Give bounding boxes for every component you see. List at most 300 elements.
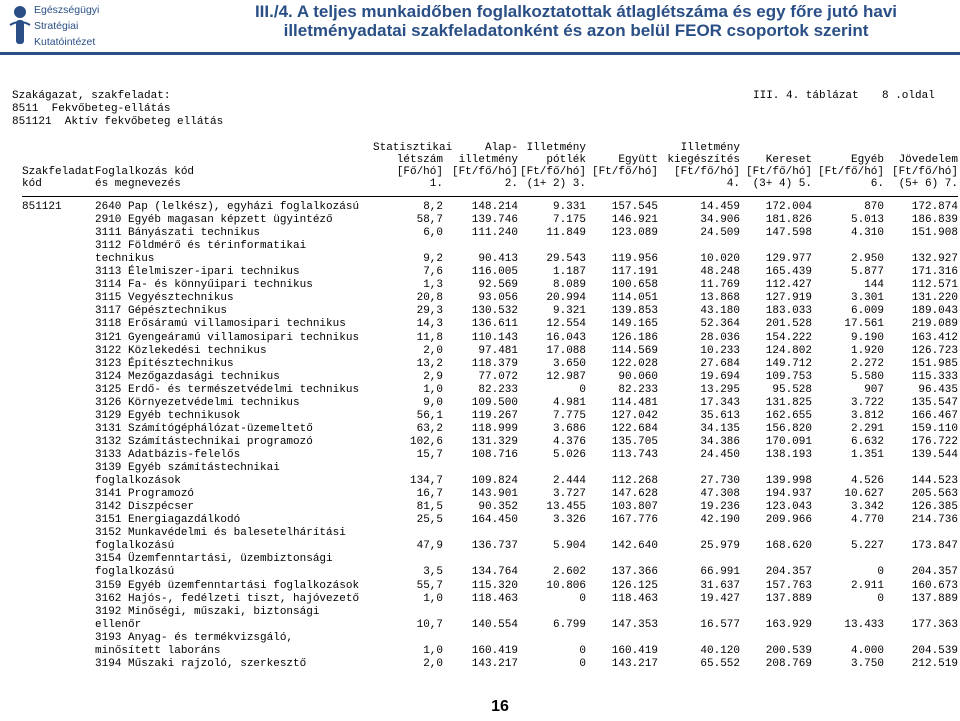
row-value-col8: 126.723 <box>911 344 958 357</box>
row-occupation: foglalkozások <box>95 475 181 488</box>
row-value-col2: 118.999 <box>471 422 518 435</box>
row-value-col1: 13,2 <box>416 357 443 370</box>
row-value-col4: 122.028 <box>611 357 658 370</box>
row-occupation: 3151 Energiagazdálkodó <box>95 514 241 527</box>
row-value-col7: 10.627 <box>844 488 884 501</box>
row-occupation: 3193 Anyag- és termékvizsgáló, <box>95 631 294 644</box>
row-value-col7: 6.632 <box>850 435 884 448</box>
row-value-col5: 19.694 <box>700 370 740 383</box>
row-value-col1: 102,6 <box>409 435 443 448</box>
row-value-col8: 204.539 <box>911 644 958 657</box>
page-title-band <box>192 0 960 52</box>
row-value-col8: 135.547 <box>911 396 958 409</box>
row-value-col2: 108.716 <box>471 449 518 461</box>
row-value-col3: 4.376 <box>552 435 586 448</box>
row-value-col6: 95.528 <box>772 383 812 396</box>
row-value-col3: 0 <box>579 383 586 396</box>
row-value-col7: 0 <box>877 592 884 605</box>
row-value-col1: 11,8 <box>416 331 443 344</box>
header-r4-name: és megnevezés <box>95 178 181 190</box>
row-value-col1: 9,2 <box>423 253 443 266</box>
row-occupation: 3162 Hajós-, fedélzeti tiszt, hajóvezető <box>95 592 360 605</box>
row-value-col6: 138.193 <box>765 449 812 461</box>
row-value-col3: 7.775 <box>552 409 586 422</box>
row-value-col8: 160.673 <box>911 579 958 592</box>
row-value-col7: 3.722 <box>850 396 884 409</box>
row-value-col1: 58,7 <box>416 214 443 227</box>
row-value-col5: 43.180 <box>700 305 740 318</box>
row-value-col5: 16.577 <box>700 618 740 631</box>
header-r2-c3: pótlék <box>546 154 586 166</box>
row-occupation: 3131 Számítógéphálózat-üzemeltető <box>95 422 313 435</box>
row-value-col1: 15,7 <box>416 449 443 461</box>
row-value-col4: 160.419 <box>611 644 658 657</box>
header-r3-c5: [Ft/fő/hó] <box>673 166 740 178</box>
row-value-col7: 3.750 <box>850 657 884 670</box>
row-value-col6: 124.802 <box>765 344 812 357</box>
row-value-col1: 7,6 <box>423 266 443 279</box>
row-value-col4: 126.186 <box>611 331 658 344</box>
row-value-col7: 870 <box>864 201 884 213</box>
row-value-col8: 137.889 <box>911 592 958 605</box>
row-value-col6: 209.966 <box>765 514 812 527</box>
header-r1-c5: Illetmény <box>680 142 740 154</box>
row-value-col4: 137.366 <box>611 566 658 579</box>
logo <box>0 0 192 52</box>
row-value-col6: 139.998 <box>765 475 812 488</box>
row-occupation: 3154 Üzemfenntartási, üzembiztonsági <box>95 553 333 566</box>
row-value-col1: 2,0 <box>423 657 443 670</box>
row-occupation: 3132 Számítástechnikai programozó <box>95 435 313 448</box>
header-r4-c5: 4. <box>726 178 740 190</box>
row-value-col3: 13.455 <box>546 501 586 514</box>
row-value-col4: 127.042 <box>611 409 658 422</box>
row-value-col4: 117.191 <box>611 266 658 279</box>
row-value-col8: 173.847 <box>911 540 958 553</box>
row-value-col5: 66.991 <box>700 566 740 579</box>
row-value-col2: 109.500 <box>471 396 518 409</box>
sector-label: Szakágazat, szakfeladat: <box>12 90 171 102</box>
header-r3-c8: [Ft/fő/hó] <box>891 166 958 178</box>
row-value-col7: 2.272 <box>850 357 884 370</box>
header-r3-c3: [Ft/fő/hó] <box>519 166 586 178</box>
row-value-col7: 5.580 <box>850 370 884 383</box>
row-value-col5: 42.190 <box>700 514 740 527</box>
header-r1-c1: Statisztikai <box>373 142 453 154</box>
row-value-col4: 119.956 <box>611 253 658 266</box>
row-value-col5: 13.868 <box>700 292 740 305</box>
row-value-col5: 27.684 <box>700 357 740 370</box>
header-r4-c8: (5+ 6) 7. <box>898 178 958 190</box>
row-value-col8: 144.523 <box>911 475 958 488</box>
row-occupation: 3125 Erdő- és természetvédelmi technikus <box>95 383 360 396</box>
row-value-col8: 212.519 <box>911 657 958 670</box>
row-value-col8: 151.908 <box>911 227 958 240</box>
header-r2-c5: kiegészítés <box>667 154 740 166</box>
row-value-col7: 1.920 <box>850 344 884 357</box>
row-value-col5: 31.637 <box>700 579 740 592</box>
row-value-col4: 100.658 <box>611 279 658 292</box>
row-value-col5: 24.450 <box>700 449 740 461</box>
header-r3-c2: [Ft/fő/hó] <box>451 166 518 178</box>
header-r2-c2: illetmény <box>458 154 518 166</box>
row-occupation: 3192 Minőségi, műszaki, biztonsági <box>95 605 320 618</box>
row-value-col7: 17.561 <box>844 318 884 331</box>
row-value-col3: 17.088 <box>546 344 586 357</box>
header-r3-c1: [Fő/hó] <box>396 166 443 178</box>
row-value-col6: 123.043 <box>765 501 812 514</box>
row-occupation: 3124 Mezőgazdasági technikus <box>95 370 280 383</box>
row-occupation: technikus <box>95 253 155 266</box>
row-occupation: 3126 Környezetvédelmi technikus <box>95 396 300 409</box>
header-r4-c7: 6. <box>870 178 884 190</box>
header-r3-code: Szakfeladat <box>22 166 95 178</box>
row-occupation: 3194 Műszaki rajzoló, szerkesztő <box>95 657 307 670</box>
row-code: 851121 <box>22 201 62 213</box>
row-value-col3: 20.994 <box>546 292 586 305</box>
row-value-col2: 90.413 <box>478 253 518 266</box>
row-value-col5: 14.459 <box>700 201 740 213</box>
row-occupation: 3117 Gépésztechnikus <box>95 305 228 318</box>
row-value-col7: 3.342 <box>850 501 884 514</box>
row-value-col8: 177.363 <box>911 618 958 631</box>
row-occupation: 3139 Egyéb számítástechnikai <box>95 462 280 474</box>
row-value-col7: 3.301 <box>850 292 884 305</box>
row-value-col4: 142.640 <box>611 540 658 553</box>
row-value-col6: 154.222 <box>765 331 812 344</box>
row-value-col3: 29.543 <box>546 253 586 266</box>
row-value-col6: 162.655 <box>765 409 812 422</box>
row-value-col8: 163.412 <box>911 331 958 344</box>
row-value-col8: 132.927 <box>911 253 958 266</box>
row-value-col7: 4.526 <box>850 475 884 488</box>
row-value-col6: 127.919 <box>765 292 812 305</box>
row-value-col1: 10,7 <box>416 618 443 631</box>
row-value-col8: 131.220 <box>911 292 958 305</box>
row-value-col4: 126.125 <box>611 579 658 592</box>
header-r3-c7: [Ft/fő/hó] <box>817 166 884 178</box>
row-value-col5: 34.386 <box>700 435 740 448</box>
row-value-col6: 129.977 <box>765 253 812 266</box>
row-value-col2: 136.611 <box>471 318 518 331</box>
row-occupation: 3115 Vegyésztechnikus <box>95 292 234 305</box>
header-r1-c2: Alap- <box>484 142 518 154</box>
row-value-col4: 114.481 <box>611 396 658 409</box>
row-value-col8: 205.563 <box>911 488 958 501</box>
row-value-col2: 140.554 <box>471 618 518 631</box>
row-value-col6: 147.598 <box>765 227 812 240</box>
row-value-col1: 16,7 <box>416 488 443 501</box>
header-r2-c6: Kereset <box>765 154 812 166</box>
header-r1-c3: Illetmény <box>526 142 586 154</box>
row-value-col7: 4.000 <box>850 644 884 657</box>
row-value-col5: 34.135 <box>700 422 740 435</box>
page-title-line1: III./4. A teljes munkaidőben foglalkoztatottak átlaglétszáma és egy főre jutó havi <box>254 2 898 21</box>
row-value-col2: 119.267 <box>471 409 518 422</box>
row-occupation: 2910 Egyéb magasan képzett ügyintéző <box>95 214 333 227</box>
row-value-col2: 118.463 <box>471 592 518 605</box>
row-value-col2: 77.072 <box>478 370 518 383</box>
row-value-col2: 131.329 <box>471 435 518 448</box>
row-value-col7: 4.310 <box>850 227 884 240</box>
row-value-col8: 214.736 <box>911 514 958 527</box>
row-value-col1: 8,2 <box>423 201 443 213</box>
header-divider <box>0 52 960 55</box>
row-value-col8: 189.043 <box>911 305 958 318</box>
row-value-col2: 160.419 <box>471 644 518 657</box>
row-value-col5: 28.036 <box>700 331 740 344</box>
row-value-col5: 10.020 <box>700 253 740 266</box>
row-occupation: 3152 Munkavédelmi és balesetelhárítási <box>95 527 346 540</box>
row-value-col7: 13.433 <box>844 618 884 631</box>
row-value-col1: 56,1 <box>416 409 443 422</box>
row-value-col1: 2,9 <box>423 370 443 383</box>
header-r3-c4: [Ft/fő/hó] <box>591 166 658 178</box>
row-value-col6: 149.712 <box>765 357 812 370</box>
row-value-col1: 29,3 <box>416 305 443 318</box>
row-value-col7: 2.291 <box>850 422 884 435</box>
row-value-col1: 81,5 <box>416 501 443 514</box>
row-value-col2: 109.824 <box>471 475 518 488</box>
header-r4-code: kód <box>22 178 42 190</box>
row-value-col6: 172.004 <box>765 201 812 213</box>
row-value-col6: 170.091 <box>765 435 812 448</box>
row-value-col5: 11.769 <box>700 279 740 292</box>
row-value-col6: 112.427 <box>765 279 812 292</box>
row-value-col4: 118.463 <box>611 592 658 605</box>
table-reference: III. 4. táblázat <box>753 90 859 102</box>
row-value-col2: 82.233 <box>478 383 518 396</box>
row-occupation: 3114 Fa- és könnyűipari technikus <box>95 279 313 292</box>
row-value-col8: 126.385 <box>911 501 958 514</box>
row-value-col5: 35.613 <box>700 409 740 422</box>
row-value-col7: 5.013 <box>850 214 884 227</box>
row-value-col6: 201.528 <box>765 318 812 331</box>
header-r4-c3: (1+ 2) 3. <box>526 178 586 190</box>
row-value-col4: 167.776 <box>611 514 658 527</box>
row-occupation: 3159 Egyéb üzemfenntartási foglalkozások <box>95 579 360 592</box>
row-value-col7: 2.950 <box>850 253 884 266</box>
header-r3-name: Foglalkozás kód <box>95 166 195 178</box>
row-occupation: 2640 Pap (lelkész), egyházi foglalkozású <box>95 201 360 213</box>
row-value-col2: 148.214 <box>471 201 518 213</box>
row-value-col3: 11.849 <box>546 227 586 240</box>
row-value-col3: 10.806 <box>546 579 586 592</box>
row-value-col2: 92.569 <box>478 279 518 292</box>
row-occupation: foglalkozású <box>95 540 175 553</box>
row-value-col1: 25,5 <box>416 514 443 527</box>
header-r4-c6: (3+ 4) 5. <box>752 178 812 190</box>
row-value-col4: 103.807 <box>611 501 658 514</box>
row-value-col6: 156.820 <box>765 422 812 435</box>
row-value-col3: 5.026 <box>552 449 586 461</box>
row-value-col3: 2.602 <box>552 566 586 579</box>
row-value-col2: 116.005 <box>471 266 518 279</box>
row-value-col3: 0 <box>579 592 586 605</box>
row-value-col2: 97.481 <box>478 344 518 357</box>
page-number: 16 <box>491 698 509 715</box>
row-value-col5: 40.120 <box>700 644 740 657</box>
logo-text-line3: Kutatóintézet <box>34 36 96 48</box>
row-value-col5: 25.979 <box>700 540 740 553</box>
row-value-col4: 113.743 <box>611 449 658 461</box>
row-value-col4: 139.853 <box>611 305 658 318</box>
row-value-col8: 112.571 <box>911 279 958 292</box>
row-value-col4: 122.684 <box>611 422 658 435</box>
row-value-col4: 157.545 <box>611 201 658 213</box>
row-value-col1: 1,0 <box>423 644 443 657</box>
row-value-col3: 0 <box>579 657 586 670</box>
row-value-col3: 12.554 <box>546 318 586 331</box>
row-value-col1: 1,3 <box>423 279 443 292</box>
row-value-col5: 19.236 <box>700 501 740 514</box>
page-reference: 8 .oldal <box>882 90 935 102</box>
row-value-col2: 130.532 <box>471 305 518 318</box>
row-value-col3: 6.799 <box>552 618 586 631</box>
row-occupation: 3142 Diszpécser <box>95 501 195 514</box>
row-value-col1: 47,9 <box>416 540 443 553</box>
row-value-col2: 110.143 <box>471 331 518 344</box>
row-value-col1: 63,2 <box>416 422 443 435</box>
page-title-line2: illetményadatai szakfeladatonként és azon belül FEOR csoportok szerint <box>283 21 869 40</box>
row-occupation: minősített laboráns <box>95 644 221 657</box>
row-value-col5: 17.343 <box>700 396 740 409</box>
row-value-col3: 1.187 <box>552 266 586 279</box>
row-value-col5: 48.248 <box>700 266 740 279</box>
row-value-col1: 14,3 <box>416 318 443 331</box>
row-value-col8: 151.985 <box>911 357 958 370</box>
row-value-col5: 52.364 <box>700 318 740 331</box>
row-value-col6: 131.825 <box>765 396 812 409</box>
row-value-col6: 181.826 <box>765 214 812 227</box>
row-value-col3: 8.089 <box>552 279 586 292</box>
row-value-col5: 27.730 <box>700 475 740 488</box>
row-value-col2: 118.379 <box>471 357 518 370</box>
row-value-col6: 168.620 <box>765 540 812 553</box>
row-value-col8: 166.467 <box>911 409 958 422</box>
row-value-col2: 143.217 <box>471 657 518 670</box>
row-value-col3: 7.175 <box>552 214 586 227</box>
row-value-col6: 194.937 <box>765 488 812 501</box>
row-value-col7: 4.770 <box>850 514 884 527</box>
row-value-col1: 1,0 <box>423 383 443 396</box>
row-value-col3: 9.331 <box>552 201 586 213</box>
row-value-col4: 147.628 <box>611 488 658 501</box>
row-value-col6: 165.439 <box>765 266 812 279</box>
row-value-col2: 90.352 <box>478 501 518 514</box>
row-value-col3: 0 <box>579 644 586 657</box>
row-value-col6: 137.889 <box>765 592 812 605</box>
logo-text-line1: Egészségügyi <box>34 4 100 16</box>
row-value-col8: 139.544 <box>911 449 958 461</box>
row-value-col4: 82.233 <box>618 383 658 396</box>
row-value-col2: 139.746 <box>471 214 518 227</box>
row-value-col1: 134,7 <box>409 475 443 488</box>
sector-name: 8511 Fekvőbeteg-ellátás <box>12 103 171 115</box>
row-value-col5: 24.509 <box>700 227 740 240</box>
header-r2-c1: létszám <box>396 154 443 166</box>
row-value-col6: 208.769 <box>765 657 812 670</box>
row-value-col3: 2.444 <box>552 475 586 488</box>
row-value-col3: 9.321 <box>552 305 586 318</box>
row-value-col6: 204.357 <box>765 566 812 579</box>
row-occupation: 3121 Gyengeáramú villamosipari technikus <box>95 331 360 344</box>
row-value-col4: 114.569 <box>611 344 658 357</box>
row-occupation: 3112 Földmérő és térinformatikai <box>95 240 307 253</box>
row-occupation: 3123 Építésztechnikus <box>95 357 234 370</box>
row-value-col8: 172.874 <box>911 201 958 213</box>
task-name: 851121 Aktív fekvőbeteg ellátás <box>12 116 224 128</box>
row-occupation: foglalkozású <box>95 566 175 579</box>
row-value-col4: 135.705 <box>611 435 658 448</box>
row-value-col8: 96.435 <box>918 383 958 396</box>
row-value-col1: 20,8 <box>416 292 443 305</box>
row-value-col7: 907 <box>864 383 884 396</box>
row-value-col1: 2,0 <box>423 344 443 357</box>
row-value-col1: 6,0 <box>423 227 443 240</box>
row-value-col7: 144 <box>864 279 884 292</box>
row-value-col2: 164.450 <box>471 514 518 527</box>
row-value-col4: 146.921 <box>611 214 658 227</box>
header-r2-c8: Jövedelem <box>898 154 958 166</box>
row-value-col8: 219.089 <box>911 318 958 331</box>
row-value-col4: 149.165 <box>611 318 658 331</box>
row-occupation: ellenőr <box>95 618 142 631</box>
row-value-col5: 10.233 <box>700 344 740 357</box>
row-value-col5: 19.427 <box>700 592 740 605</box>
logo-text-line2: Stratégiai <box>34 20 79 32</box>
header-r4-c2: 2. <box>504 178 518 190</box>
row-value-col3: 3.686 <box>552 422 586 435</box>
row-value-col4: 147.353 <box>611 618 658 631</box>
row-value-col8: 171.316 <box>911 266 958 279</box>
row-value-col6: 183.033 <box>765 305 812 318</box>
row-value-col7: 1.351 <box>850 449 884 461</box>
row-value-col8: 204.357 <box>911 566 958 579</box>
row-value-col5: 47.308 <box>700 488 740 501</box>
row-value-col5: 65.552 <box>700 657 740 670</box>
row-value-col8: 115.333 <box>911 370 958 383</box>
row-value-col2: 134.764 <box>471 566 518 579</box>
row-value-col6: 200.539 <box>765 644 812 657</box>
row-value-col8: 159.110 <box>911 422 958 435</box>
header-r3-c6: [Ft/fő/hó] <box>745 166 812 178</box>
row-value-col6: 109.753 <box>765 370 812 383</box>
row-value-col5: 13.295 <box>700 383 740 396</box>
row-value-col3: 12.987 <box>546 370 586 383</box>
row-value-col3: 3.650 <box>552 357 586 370</box>
row-value-col7: 5.877 <box>850 266 884 279</box>
row-value-col7: 3.812 <box>850 409 884 422</box>
header-rule <box>22 196 958 197</box>
row-value-col8: 186.839 <box>911 214 958 227</box>
row-value-col3: 5.904 <box>552 540 586 553</box>
row-value-col3: 4.981 <box>552 396 586 409</box>
institute-logo-icon <box>6 3 34 49</box>
row-value-col7: 2.911 <box>850 579 884 592</box>
row-value-col4: 112.268 <box>611 475 658 488</box>
row-value-col3: 3.727 <box>552 488 586 501</box>
row-value-col2: 136.737 <box>471 540 518 553</box>
row-value-col8: 176.722 <box>911 435 958 448</box>
row-value-col1: 55,7 <box>416 579 443 592</box>
row-occupation: 3122 Közlekedési technikus <box>95 344 267 357</box>
row-value-col2: 115.320 <box>471 579 518 592</box>
row-value-col2: 111.240 <box>471 227 518 240</box>
row-value-col4: 123.089 <box>611 227 658 240</box>
row-occupation: 3129 Egyéb technikusok <box>95 409 241 422</box>
row-value-col5: 34.906 <box>700 214 740 227</box>
